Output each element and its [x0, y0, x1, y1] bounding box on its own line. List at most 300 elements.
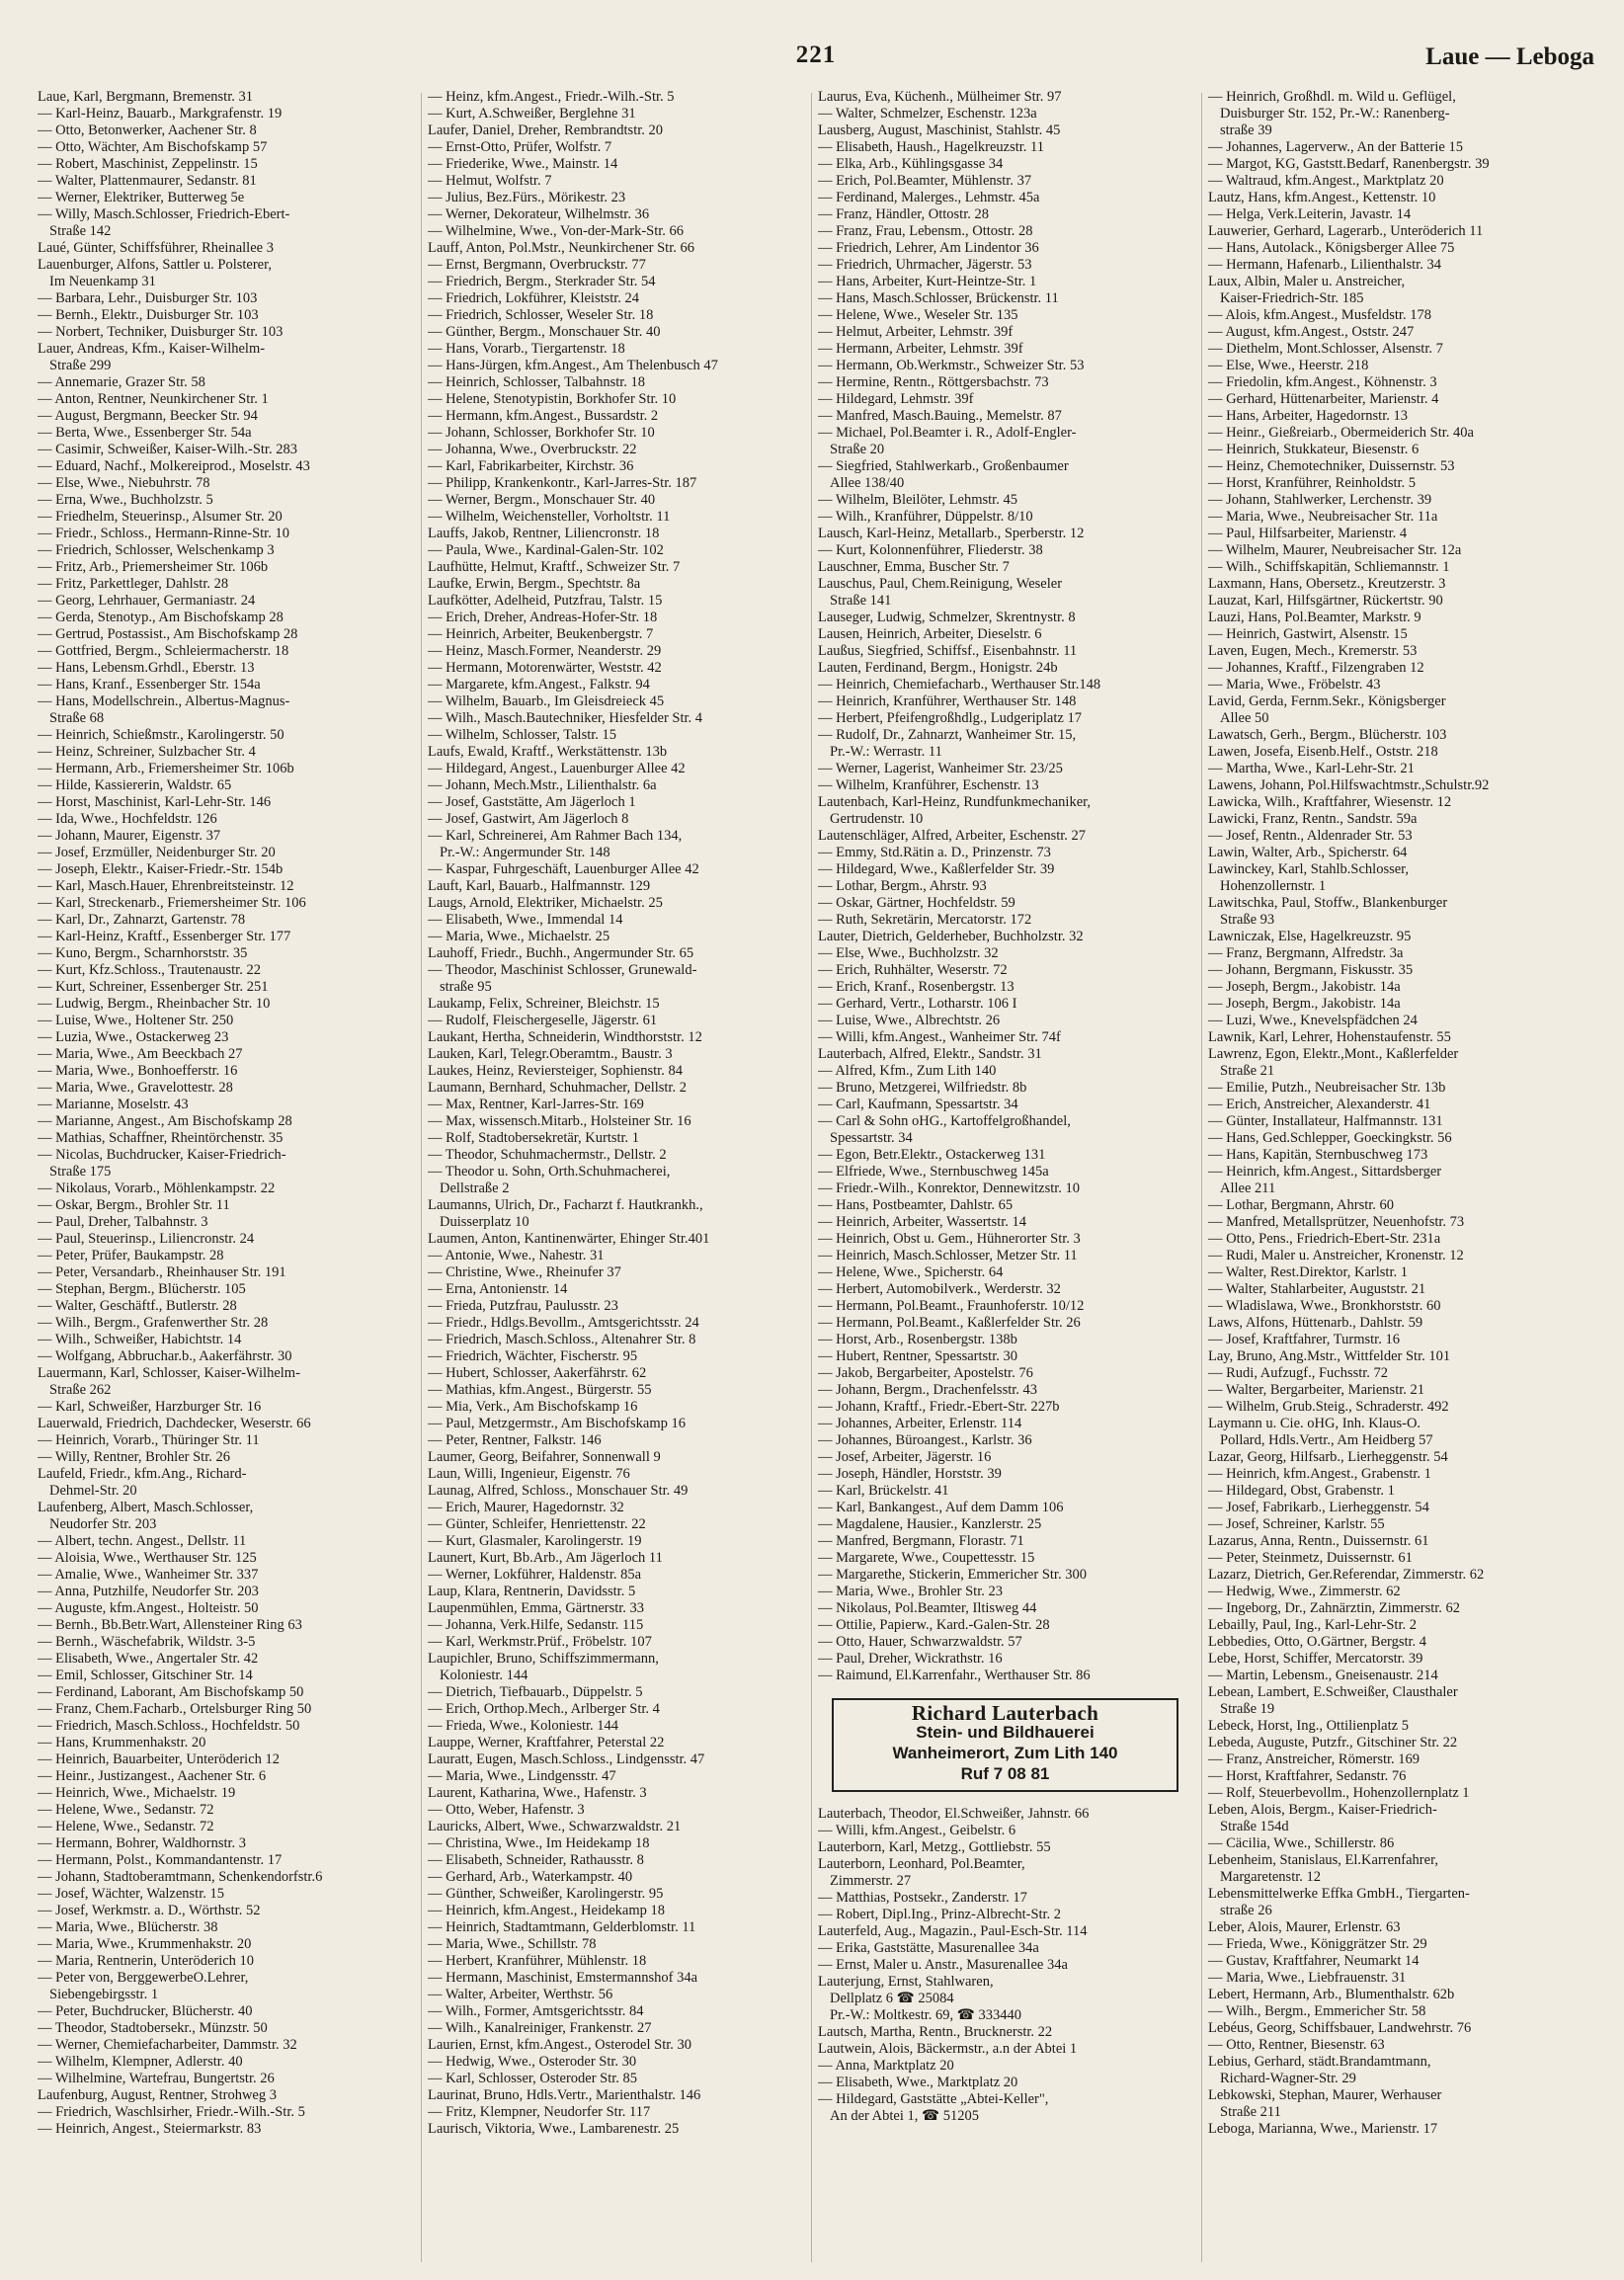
directory-entry: — Wilh., Masch.Bautechniker, Hiesfelder Str. 4	[428, 710, 703, 726]
directory-entry: — Margarethe, Stickerin, Emmericher Str. 300	[818, 1567, 1087, 1583]
directory-entry: — Friedrich, Schlosser, Weseler Str. 18	[428, 307, 654, 323]
directory-entry: — Friederike, Wwe., Mainstr. 14	[428, 156, 618, 172]
directory-entry: — Kaspar, Fuhrgeschäft, Lauenburger Allee 42	[428, 861, 699, 877]
directory-entry: — Wilhelm, Schlosser, Talstr. 15	[428, 727, 617, 743]
directory-entry: Lebean, Lambert, E.Schweißer, Clausthaler	[1208, 1684, 1458, 1700]
directory-entry: — Mathias, kfm.Angest., Bürgerstr. 55	[428, 1382, 652, 1398]
directory-entry: — Hilde, Kassiererin, Waldstr. 65	[38, 777, 232, 793]
directory-entry: — Hans, Kranf., Essenberger Str. 154a	[38, 677, 261, 692]
directory-entry: — Wilh., Former, Amtsgerichtsstr. 84	[428, 2003, 644, 2019]
directory-entry: — Siegfried, Stahlwerkarb., Großenbaumer	[818, 458, 1069, 474]
directory-entry: — Johannes, Kraftf., Filzengraben 12	[1208, 660, 1424, 676]
directory-entry: Laumen, Anton, Kantinenwärter, Ehinger Str.401	[428, 1231, 710, 1247]
directory-entry: Lawitschka, Paul, Stoffw., Blankenburger	[1208, 895, 1448, 911]
directory-entry: Leben, Alois, Bergm., Kaiser-Friedrich-	[1208, 1802, 1437, 1818]
directory-entry: — Rudi, Aufzugf., Fuchsstr. 72	[1208, 1365, 1389, 1381]
directory-entry: Lebailly, Paul, Ing., Karl-Lehr-Str. 2	[1208, 1617, 1417, 1633]
directory-entry: — Wilhelm, Weichensteller, Vorholtstr. 11	[428, 509, 671, 525]
directory-entry: Lautenschläger, Alfred, Arbeiter, Eschenstr. 27	[818, 828, 1087, 844]
directory-entry: Straße 262	[49, 1382, 112, 1398]
directory-entry: Allee 50	[1220, 710, 1269, 726]
directory-entry: Laukant, Hertha, Schneiderin, Windthorststr. 12	[428, 1029, 702, 1045]
directory-entry: — August, Bergmann, Beecker Str. 94	[38, 408, 258, 424]
directory-entry: — Manfred, Masch.Bauing., Memelstr. 87	[818, 408, 1062, 424]
directory-entry: — Kurt, Schreiner, Essenberger Str. 251	[38, 979, 269, 995]
directory-entry: — Karl-Heinz, Kraftf., Essenberger Str. 177	[38, 929, 291, 944]
directory-entry: Gertrudenstr. 10	[830, 811, 924, 827]
directory-entry: Straße 68	[49, 710, 105, 726]
directory-entry: — Maria, Wwe., Gravelottestr. 28	[38, 1080, 233, 1096]
directory-entry: Laufeld, Friedr., kfm.Ang., Richard-	[38, 1466, 247, 1482]
directory-entry: — Hermann, Arbeiter, Lehmstr. 39f	[818, 341, 1023, 357]
directory-entry: Lawinckey, Karl, Stahlb.Schlosser,	[1208, 861, 1410, 877]
directory-entry: Laurisch, Viktoria, Wwe., Lambarenestr. 25	[428, 2121, 680, 2137]
directory-entry: — Max, Rentner, Karl-Jarres-Str. 169	[428, 1097, 644, 1112]
directory-entry: Laufkötter, Adelheid, Putzfrau, Talstr. 15	[428, 593, 663, 609]
directory-entry: — Waltraud, kfm.Angest., Marktplatz 20	[1208, 173, 1444, 189]
directory-entry: — Heinrich, Chemiefacharb., Werthauser Str.148	[818, 677, 1101, 692]
directory-entry: Im Neuenkamp 31	[49, 274, 156, 289]
directory-entry: — Josef, Gaststätte, Am Jägerloch 1	[428, 794, 636, 810]
directory-entry: — Maria, Wwe., Am Beeckbach 27	[38, 1046, 243, 1062]
advert-name: Richard Lauterbach	[911, 1701, 1099, 1725]
directory-entry: — Hans, Arbeiter, Kurt-Heintze-Str. 1	[818, 274, 1037, 289]
directory-entry: — Nikolaus, Vorarb., Möhlenkampstr. 22	[38, 1181, 276, 1196]
directory-entry: Pollard, Hdls.Vertr., Am Heidberg 57	[1220, 1432, 1433, 1448]
directory-entry: Lebéus, Georg, Schiffsbauer, Landwehrstr. 76	[1208, 2020, 1472, 2036]
directory-entry: Laumer, Georg, Beifahrer, Sonnenwall 9	[428, 1449, 661, 1465]
directory-entry: — Friedrich, Uhrmacher, Jägerstr. 53	[818, 257, 1032, 273]
page-header	[38, 41, 1594, 77]
directory-column-3	[818, 89, 1208, 2262]
directory-entry: — Kurt, A.Schweißer, Berglehne 31	[428, 106, 636, 122]
directory-entry: Lauermann, Karl, Schlosser, Kaiser-Wilhelm-	[38, 1365, 300, 1381]
directory-entry: Laufke, Erwin, Bergm., Spechtstr. 8a	[428, 576, 641, 592]
directory-entry: — Marianne, Angest., Am Bischofskamp 28	[38, 1113, 292, 1129]
directory-entry: — Magdalene, Hausier., Kanzlerstr. 25	[818, 1516, 1042, 1532]
directory-entry: — Carl & Sohn oHG., Kartoffelgroßhandel,	[818, 1113, 1071, 1129]
directory-entry: — Friedrich, Lehrer, Am Lindentor 36	[818, 240, 1039, 256]
directory-entry: Lavid, Gerda, Fernm.Sekr., Königsberger	[1208, 693, 1446, 709]
directory-entry: Lawicki, Franz, Rentn., Sandstr. 59a	[1208, 811, 1418, 827]
directory-entry: — Erna, Antonienstr. 14	[428, 1281, 568, 1297]
directory-entry: — Josef, Wächter, Walzenstr. 15	[38, 1886, 224, 1902]
directory-entry: — Elisabeth, Wwe., Angertaler Str. 42	[38, 1651, 259, 1667]
directory-entry: straße 95	[440, 979, 492, 995]
directory-entry: Lebbedies, Otto, O.Gärtner, Bergstr. 4	[1208, 1634, 1427, 1650]
directory-entry: — Josef, Rentn., Aldenrader Str. 53	[1208, 828, 1413, 844]
directory-entry: Laufenburg, August, Rentner, Strohweg 3	[38, 2087, 277, 2103]
directory-entry: Lebe, Horst, Schiffer, Mercatorstr. 39	[1208, 1651, 1423, 1667]
directory-entry: — Paul, Hilfsarbeiter, Marienstr. 4	[1208, 526, 1408, 541]
page-number: 221	[795, 41, 837, 68]
directory-entry: — Egon, Betr.Elektr., Ostackerweg 131	[818, 1147, 1046, 1163]
directory-entry: — Johann, Mech.Mstr., Lilienthalstr. 6a	[428, 777, 657, 793]
directory-entry: Lebeck, Horst, Ing., Ottilienplatz 5	[1208, 1718, 1409, 1734]
directory-entry: Lauken, Karl, Telegr.Oberamtm., Baustr. 3	[428, 1046, 673, 1062]
directory-entry: — Josef, Fabrikarb., Lierheggenstr. 54	[1208, 1500, 1429, 1515]
directory-entry: straße 39	[1220, 122, 1272, 138]
directory-entry: — Hans-Jürgen, kfm.Angest., Am Thelenbusch 47	[428, 358, 718, 373]
directory-entry: — Helene, Wwe., Sedanstr. 72	[38, 1802, 214, 1818]
directory-entry: Lauten, Ferdinand, Bergm., Honigstr. 24b	[818, 660, 1058, 676]
directory-entry: — Wilhelmine, Wwe., Von-der-Mark-Str. 66	[428, 223, 685, 239]
directory-entry: — Wilhelm, Kranführer, Eschenstr. 13	[818, 777, 1039, 793]
directory-entry: — Heinrich, Masch.Schlosser, Metzer Str. 11	[818, 1248, 1078, 1263]
directory-column-2	[428, 89, 818, 2262]
directory-entry: An der Abtei 1, ☎ 51205	[830, 2108, 979, 2124]
directory-entry: — Maria, Wwe., Michaelstr. 25	[428, 929, 610, 944]
directory-entry: Leber, Alois, Maurer, Erlenstr. 63	[1208, 1919, 1401, 1935]
directory-entry: Dellplatz 6 ☎ 25084	[830, 1991, 954, 2006]
directory-entry: — Werner, Lagerist, Wanheimer Str. 23/25	[818, 761, 1063, 776]
directory-entry: — Otto, Wächter, Am Bischofskamp 57	[38, 139, 268, 155]
directory-entry: Lauterfeld, Aug., Magazin., Paul-Esch-Str. 114	[818, 1923, 1088, 1939]
directory-columns	[38, 89, 1598, 2262]
directory-entry: Laxmann, Hans, Obersetz., Kreutzerstr. 3	[1208, 576, 1446, 592]
directory-entry: — Josef, Gastwirt, Am Jägerloch 8	[428, 811, 629, 827]
directory-entry: — Matthias, Postsekr., Zanderstr. 17	[818, 1890, 1027, 1906]
directory-entry: — Heinrich, Arbeiter, Beukenbergstr. 7	[428, 626, 654, 642]
directory-entry: — Hans, Vorarb., Tiergartenstr. 18	[428, 341, 625, 357]
directory-entry: — Anna, Marktplatz 20	[818, 2058, 954, 2074]
directory-entry: — Friedr., Hdlgs.Bevollm., Amtsgerichtsstr. 24	[428, 1315, 699, 1331]
directory-entry: — Gottfried, Bergm., Schleiermacherstr. 18	[38, 643, 289, 659]
directory-entry: — Heinz, Chemotechniker, Duissernstr. 53	[1208, 458, 1455, 474]
directory-entry: Laup, Klara, Rentnerin, Davidsstr. 5	[428, 1584, 636, 1599]
directory-entry: — Karl, Fabrikarbeiter, Kirchstr. 36	[428, 458, 634, 474]
directory-entry: — Herbert, Kranführer, Mühlenstr. 18	[428, 1953, 647, 1969]
directory-entry: — Casimir, Schweißer, Kaiser-Wilh.-Str. 283	[38, 442, 297, 457]
directory-entry: — Lothar, Bergmann, Ahrstr. 60	[1208, 1197, 1395, 1213]
directory-entry: — Heinrich, Stukkateur, Biesenstr. 6	[1208, 442, 1420, 457]
directory-entry: — Werner, Elektriker, Butterweg 5e	[38, 190, 245, 205]
directory-entry: — Joseph, Bergm., Jakobistr. 14a	[1208, 979, 1401, 995]
directory-entry: — Berta, Wwe., Essenberger Str. 54a	[38, 425, 252, 441]
directory-entry: — Johann, Maurer, Eigenstr. 37	[38, 828, 221, 844]
directory-entry: — Else, Wwe., Niebuhrstr. 78	[38, 475, 210, 491]
directory-entry: — Hedwig, Wwe., Osteroder Str. 30	[428, 2054, 637, 2070]
directory-entry: — Otto, Rentner, Biesenstr. 63	[1208, 2037, 1385, 2053]
directory-entry: Lauppe, Werner, Kraftfahrer, Peterstal 22	[428, 1735, 665, 1751]
directory-entry: — Martin, Lebensm., Gneisenaustr. 214	[1208, 1668, 1438, 1683]
directory-entry: — August, kfm.Angest., Oststr. 247	[1208, 324, 1415, 340]
directory-entry: — Martha, Wwe., Karl-Lehr-Str. 21	[1208, 761, 1415, 776]
directory-entry: Launag, Alfred, Schloss., Monschauer Str. 49	[428, 1483, 689, 1499]
directory-entry: Lebenheim, Stanislaus, El.Karrenfahrer,	[1208, 1852, 1438, 1868]
directory-entry: Straße 175	[49, 1164, 112, 1180]
directory-entry: Lautsch, Martha, Rentn., Brucknerstr. 22	[818, 2024, 1053, 2040]
directory-entry: — Theodor, Stadtobersekr., Münzstr. 50	[38, 2020, 268, 2036]
directory-column-4	[1208, 89, 1598, 2262]
directory-entry: — Josef, Kraftfahrer, Turmstr. 16	[1208, 1332, 1400, 1347]
directory-entry: — Raimund, El.Karrenfahr., Werthauser Str. 86	[818, 1668, 1091, 1683]
directory-entry: Koloniestr. 144	[440, 1668, 528, 1683]
directory-entry: — Horst, Kraftfahrer, Sedanstr. 76	[1208, 1768, 1407, 1784]
directory-entry: Lazarz, Dietrich, Ger.Referendar, Zimmerstr. 62	[1208, 1567, 1485, 1583]
directory-entry: — Herbert, Automobilverk., Werderstr. 32	[818, 1281, 1061, 1297]
directory-entry: Laugs, Arnold, Elektriker, Michaelstr. 25	[428, 895, 663, 911]
directory-entry: Pr.-W.: Angermunder Str. 148	[440, 845, 610, 860]
directory-entry: — Friedrich, Waschlsirher, Friedr.-Wilh.-Str. 5	[38, 2104, 305, 2120]
directory-entry: — Günther, Schweißer, Karolingerstr. 95	[428, 1886, 664, 1902]
directory-entry: Laukes, Heinz, Reviersteiger, Sophienstr. 84	[428, 1063, 683, 1079]
directory-entry: — Karl, Schweißer, Harzburger Str. 16	[38, 1399, 262, 1415]
directory-entry: — Hans, Masch.Schlosser, Brückenstr. 11	[818, 290, 1059, 306]
directory-entry: — Heinz, Masch.Former, Neanderstr. 29	[428, 643, 662, 659]
directory-entry: — Theodor, Schuhmachermstr., Dellstr. 2	[428, 1147, 667, 1163]
directory-entry: — Ruth, Sekretärin, Mercatorstr. 172	[818, 912, 1032, 928]
directory-entry: — Philipp, Krankenkontr., Karl-Jarres-Str. 187	[428, 475, 697, 491]
directory-entry: Laurus, Eva, Küchenh., Mülheimer Str. 97	[818, 89, 1062, 105]
directory-entry: — Horst, Maschinist, Karl-Lehr-Str. 146	[38, 794, 272, 810]
directory-entry: — Erich, Kranf., Rosenbergstr. 13	[818, 979, 1015, 995]
directory-entry: — Emil, Schlosser, Gitschiner Str. 14	[38, 1668, 253, 1683]
directory-entry: — Mia, Verk., Am Bischofskamp 16	[428, 1399, 638, 1415]
directory-entry: — Peter, Prüfer, Baukampstr. 28	[38, 1248, 224, 1263]
directory-entry: Duisserplatz 10	[440, 1214, 529, 1230]
directory-entry: — Josef, Erzmüller, Neidenburger Str. 20	[38, 845, 276, 860]
directory-entry: Lauff, Anton, Pol.Mstr., Neunkirchener Str. 66	[428, 240, 694, 256]
directory-entry: — Karl, Bankangest., Auf dem Damm 106	[818, 1500, 1064, 1515]
directory-entry: Laufs, Ewald, Kraftf., Werkstättenstr. 13b	[428, 744, 668, 760]
directory-entry: — Carl, Kaufmann, Spessartstr. 34	[818, 1097, 1018, 1112]
advert-line: Wanheimerort, Zum Lith 140	[892, 1744, 1118, 1762]
directory-entry: Laun, Willi, Ingenieur, Eigenstr. 76	[428, 1466, 630, 1482]
directory-entry: — Wilhelm, Grub.Steig., Schraderstr. 492	[1208, 1399, 1449, 1415]
directory-entry: — Ferdinand, Malerges., Lehmstr. 45a	[818, 190, 1040, 205]
directory-entry: — Hans, Autolack., Königsberger Allee 75	[1208, 240, 1455, 256]
directory-entry: — Helene, Wwe., Spicherstr. 64	[818, 1264, 1004, 1280]
directory-entry: — Frieda, Wwe., Königgrätzer Str. 29	[1208, 1936, 1427, 1952]
directory-entry: — Hans, Kapitän, Sternbuschweg 173	[1208, 1147, 1428, 1163]
directory-entry: Laupenmühlen, Emma, Gärtnerstr. 33	[428, 1600, 645, 1616]
directory-entry: Allee 211	[1220, 1181, 1276, 1196]
directory-entry: Lautz, Hans, kfm.Angest., Kettenstr. 10	[1208, 190, 1436, 205]
directory-entry: Lauter, Dietrich, Gelderheber, Buchholzstr. 32	[818, 929, 1084, 944]
directory-entry: — Johann, Schlosser, Borkhofer Str. 10	[428, 425, 655, 441]
directory-entry: — Bernh., Wäschefabrik, Wildstr. 3-5	[38, 1634, 256, 1650]
advert-line: Ruf 7 08 81	[960, 1764, 1050, 1783]
directory-entry: — Walter, Plattenmaurer, Sedanstr. 81	[38, 173, 257, 189]
directory-entry: — Hedwig, Wwe., Zimmerstr. 62	[1208, 1584, 1401, 1599]
directory-entry: — Karl, Masch.Hauer, Ehrenbreitsteinstr. 12	[38, 878, 294, 894]
directory-entry: — Erich, Ruhhälter, Weserstr. 72	[818, 962, 1008, 978]
directory-entry: — Hans, Arbeiter, Hagedornstr. 13	[1208, 408, 1408, 424]
directory-entry: — Johanna, Wwe., Overbruckstr. 22	[428, 442, 637, 457]
directory-entry: — Ernst, Maler u. Anstr., Masurenallee 34a	[818, 1957, 1068, 1973]
directory-entry: — Werner, Lokführer, Haldenstr. 85a	[428, 1567, 642, 1583]
advertisement-box	[832, 1698, 1178, 1792]
directory-entry: Straße 93	[1220, 912, 1275, 928]
directory-entry: — Hermann, Pol.Beamt., Kaßlerfelder Str. 26	[818, 1315, 1081, 1331]
directory-entry: — Heinrich, Kranführer, Werthauser Str. 148	[818, 693, 1077, 709]
directory-entry: — Peter, Steinmetz, Duissernstr. 61	[1208, 1550, 1413, 1566]
directory-entry: — Franz, Frau, Lebensm., Ottostr. 28	[818, 223, 1033, 239]
directory-entry: — Maria, Wwe., Bonhoefferstr. 16	[38, 1063, 238, 1079]
directory-entry: — Rudi, Maler u. Anstreicher, Kronenstr. 12	[1208, 1248, 1464, 1263]
directory-entry: — Johann, Stahlwerker, Lerchenstr. 39	[1208, 492, 1432, 508]
directory-entry: — Ernst-Otto, Prüfer, Wolfstr. 7	[428, 139, 612, 155]
directory-entry: — Erich, Dreher, Andreas-Hofer-Str. 18	[428, 610, 658, 625]
directory-entry: — Josef, Schreiner, Karlstr. 55	[1208, 1516, 1385, 1532]
directory-entry: Laurien, Ernst, kfm.Angest., Osterodel Str. 30	[428, 2037, 691, 2053]
directory-entry: — Johannes, Arbeiter, Erlenstr. 114	[818, 1416, 1022, 1431]
directory-entry: — Nikolaus, Pol.Beamter, Iltisweg 44	[818, 1600, 1037, 1616]
directory-entry: Hohenzollernstr. 1	[1220, 878, 1327, 894]
directory-entry: — Heinz, Schreiner, Sulzbacher Str. 4	[38, 744, 256, 760]
directory-entry: — Frieda, Putzfrau, Paulusstr. 23	[428, 1298, 618, 1314]
directory-entry: — Auguste, kfm.Angest., Holteistr. 50	[38, 1600, 259, 1616]
directory-entry: — Kurt, Kfz.Schloss., Trautenaustr. 22	[38, 962, 261, 978]
directory-entry: — Wilhelm, Bleilöter, Lehmstr. 45	[818, 492, 1017, 508]
directory-entry: — Elisabeth, Wwe., Marktplatz 20	[818, 2075, 1018, 2090]
directory-entry: — Heinrich, Wwe., Michaelstr. 19	[38, 1785, 236, 1801]
directory-entry: — Wladislawa, Wwe., Bronkhorststr. 60	[1208, 1298, 1441, 1314]
directory-entry: — Ernst, Bergmann, Overbruckstr. 77	[428, 257, 646, 273]
directory-entry: Laufhütte, Helmut, Kraftf., Schweizer Str. 7	[428, 559, 681, 575]
directory-entry: — Joseph, Händler, Horststr. 39	[818, 1466, 1002, 1482]
directory-entry: — Erich, Orthop.Mech., Arlberger Str. 4	[428, 1701, 660, 1717]
directory-entry: — Herbert, Pfeifengroßhdlg., Ludgeriplatz 17	[818, 710, 1082, 726]
directory-entry: — Willy, Masch.Schlosser, Friedrich-Ebert-	[38, 206, 290, 222]
directory-entry: Laurent, Katharina, Wwe., Hafenstr. 3	[428, 1785, 647, 1801]
directory-entry: Lautwein, Alois, Bäckermstr., a.n der Abtei 1	[818, 2041, 1078, 2057]
directory-entry: Straße 154d	[1220, 1819, 1289, 1834]
directory-entry: — Karl, Schlosser, Osteroder Str. 85	[428, 2071, 638, 2086]
directory-entry: — Alois, kfm.Angest., Musfeldstr. 178	[1208, 307, 1431, 323]
directory-entry: Lawin, Walter, Arb., Spicherstr. 64	[1208, 845, 1408, 860]
directory-entry: — Heinz, kfm.Angest., Friedr.-Wilh.-Str. 5	[428, 89, 675, 105]
directory-entry: — Fritz, Klempner, Neudorfer Str. 117	[428, 2104, 651, 2120]
directory-entry: Kaiser-Friedrich-Str. 185	[1220, 290, 1364, 306]
directory-entry: — Karl, Schreinerei, Am Rahmer Bach 134,	[428, 828, 683, 844]
column-divider	[811, 93, 812, 2262]
directory-entry: — Amalie, Wwe., Wanheimer Str. 337	[38, 1567, 259, 1583]
directory-entry: — Julius, Bez.Fürs., Mörikestr. 23	[428, 190, 626, 205]
directory-entry: — Gerhard, Vertr., Lotharstr. 106 I	[818, 996, 1017, 1012]
directory-entry: — Annemarie, Grazer Str. 58	[38, 374, 205, 390]
directory-entry: Lawicka, Wilh., Kraftfahrer, Wiesenstr. 12	[1208, 794, 1452, 810]
directory-entry: — Peter von, BerggewerbeO.Lehrer,	[38, 1970, 249, 1986]
directory-entry: Lazarus, Anna, Rentn., Duissernstr. 61	[1208, 1533, 1429, 1549]
directory-entry: — Erich, Anstreicher, Alexanderstr. 41	[1208, 1097, 1431, 1112]
directory-entry: Launert, Kurt, Bb.Arb., Am Jägerloch 11	[428, 1550, 663, 1566]
directory-entry: Pr.-W.: Werrastr. 11	[830, 744, 942, 760]
directory-entry: Lawrenz, Egon, Elektr.,Mont., Kaßlerfelder	[1208, 1046, 1459, 1062]
directory-entry: Lawen, Josefa, Eisenb.Helf., Oststr. 218	[1208, 744, 1438, 760]
directory-entry: — Christina, Wwe., Im Heidekamp 18	[428, 1835, 650, 1851]
directory-entry: — Heinrich, Schlosser, Talbahnstr. 18	[428, 374, 646, 390]
directory-entry: Laukamp, Felix, Schreiner, Bleichstr. 15	[428, 996, 660, 1012]
directory-entry: — Gustav, Kraftfahrer, Neumarkt 14	[1208, 1953, 1420, 1969]
directory-entry: — Hans, Postbeamter, Dahlstr. 65	[818, 1197, 1014, 1213]
directory-entry: Lauft, Karl, Bauarb., Halfmannstr. 129	[428, 878, 651, 894]
directory-entry: — Hildegard, Lehmstr. 39f	[818, 391, 974, 407]
directory-entry: Allee 138/40	[830, 475, 905, 491]
directory-entry: — Hildegard, Wwe., Kaßlerfelder Str. 39	[818, 861, 1055, 877]
directory-entry: — Otto, Hauer, Schwarzwaldstr. 57	[818, 1634, 1022, 1650]
directory-entry: — Elfriede, Wwe., Sternbuschweg 145a	[818, 1164, 1049, 1180]
directory-entry: — Theodor u. Sohn, Orth.Schuhmacherei,	[428, 1164, 671, 1180]
directory-entry: Lawens, Johann, Pol.Hilfswachtmstr.,Schulstr.92	[1208, 777, 1490, 793]
directory-entry: — Emmy, Std.Rätin a. D., Prinzenstr. 73	[818, 845, 1051, 860]
directory-entry: Lauzi, Hans, Pol.Beamter, Markstr. 9	[1208, 610, 1421, 625]
directory-entry: Straße 21	[1220, 1063, 1275, 1079]
directory-entry: — Günther, Bergm., Monschauer Str. 40	[428, 324, 661, 340]
directory-entry: — Karl, Dr., Zahnarzt, Gartenstr. 78	[38, 912, 246, 928]
directory-entry: Lauschner, Emma, Buscher Str. 7	[818, 559, 1010, 575]
directory-entry: Lauhoff, Friedr., Buchh., Angermunder Str. 65	[428, 945, 694, 961]
directory-entry: Laufenberg, Albert, Masch.Schlosser,	[38, 1500, 254, 1515]
directory-entry: Lauterbach, Alfred, Elektr., Sandstr. 31	[818, 1046, 1042, 1062]
directory-entry: — Margot, KG, Gaststt.Bedarf, Ranenbergstr. 39	[1208, 156, 1490, 172]
directory-entry: — Frieda, Wwe., Koloniestr. 144	[428, 1718, 619, 1734]
directory-entry: — Heinrich, Vorarb., Thüringer Str. 11	[38, 1432, 260, 1448]
directory-entry: Dellstraße 2	[440, 1181, 510, 1196]
directory-entry: — Luise, Wwe., Holtener Str. 250	[38, 1013, 234, 1028]
directory-entry: — Albert, techn. Angest., Dellstr. 11	[38, 1533, 247, 1549]
directory-entry: — Margarete, kfm.Angest., Falkstr. 94	[428, 677, 650, 692]
directory-entry: — Friedrich, Bergm., Sterkrader Str. 54	[428, 274, 656, 289]
directory-entry: Laupichler, Bruno, Schiffszimmermann,	[428, 1651, 659, 1667]
directory-entry: — Hermann, kfm.Angest., Bussardstr. 2	[428, 408, 659, 424]
directory-entry: — Rudolf, Dr., Zahnarzt, Wanheimer Str. 15,	[818, 727, 1077, 743]
directory-entry: — Wilhelm, Bauarb., Im Gleisdreieck 45	[428, 693, 665, 709]
directory-entry: — Kuno, Bergm., Scharnhorststr. 35	[38, 945, 248, 961]
directory-entry: — Walter, Rest.Direktor, Karlstr. 1	[1208, 1264, 1408, 1280]
directory-entry: — Hermann, Maschinist, Emstermannshof 34a	[428, 1970, 698, 1986]
directory-entry: — Maria, Wwe., Krummenhakstr. 20	[38, 1936, 252, 1952]
directory-entry: — Walter, Schmelzer, Eschenstr. 123a	[818, 106, 1037, 122]
directory-entry: — Hildegard, Angest., Lauenburger Allee 42	[428, 761, 686, 776]
directory-entry: — Hans, Lebensm.Grhdl., Eberstr. 13	[38, 660, 255, 676]
directory-entry: Lawniczak, Else, Hagelkreuzstr. 95	[1208, 929, 1412, 944]
directory-entry: — Heinrich, Angest., Steiermarkstr. 83	[38, 2121, 262, 2137]
directory-entry: — Bernh., Bb.Betr.Wart, Allensteiner Ring 63	[38, 1617, 302, 1633]
directory-entry: — Willy, Rentner, Brohler Str. 26	[38, 1449, 230, 1465]
directory-entry: — Josef, Werkmstr. a. D., Wörthstr. 52	[38, 1903, 261, 1918]
directory-entry: — Friedolin, kfm.Angest., Köhnenstr. 3	[1208, 374, 1437, 390]
directory-entry: Neudorfer Str. 203	[49, 1516, 157, 1532]
directory-entry: — Peter, Buchdrucker, Blücherstr. 40	[38, 2003, 253, 2019]
directory-entry: — Paul, Metzgermstr., Am Bischofskamp 16	[428, 1416, 686, 1431]
directory-entry: — Friedhelm, Steuerinsp., Alsumer Str. 20	[38, 509, 283, 525]
column-divider	[1201, 93, 1202, 2262]
directory-entry: — Else, Wwe., Buchholzstr. 32	[818, 945, 999, 961]
directory-entry: Lebensmittelwerke Effka GmbH., Tiergarten-	[1208, 1886, 1470, 1902]
directory-entry: Dehmel-Str. 20	[49, 1483, 137, 1499]
directory-entry: — Lothar, Bergm., Ahrstr. 93	[818, 878, 987, 894]
directory-entry: Laumanns, Ulrich, Dr., Facharzt f. Hautkrankh.,	[428, 1197, 703, 1213]
directory-entry: — Maria, Wwe., Neubreisacher Str. 11a	[1208, 509, 1438, 525]
directory-entry: Laumann, Bernhard, Schuhmacher, Dellstr. 2	[428, 1080, 687, 1096]
directory-entry: — Helene, Stenotypistin, Borkhofer Str. 10	[428, 391, 677, 407]
directory-entry: — Manfred, Bergmann, Florastr. 71	[818, 1533, 1024, 1549]
directory-entry: — Erich, Pol.Beamter, Mühlenstr. 37	[818, 173, 1032, 189]
directory-entry: — Otto, Weber, Hafenstr. 3	[428, 1802, 585, 1818]
directory-entry: Straße 19	[1220, 1701, 1275, 1717]
directory-entry: Straße 20	[830, 442, 885, 457]
directory-entry: — Nicolas, Buchdrucker, Kaiser-Friedrich-	[38, 1147, 286, 1163]
directory-entry: — Helmut, Arbeiter, Lehmstr. 39f	[818, 324, 1014, 340]
directory-entry: — Wilh., Schiffskapitän, Schliemannstr. 1	[1208, 559, 1450, 575]
directory-entry: — Jakob, Bergarbeiter, Apostelstr. 76	[818, 1365, 1033, 1381]
directory-entry: Lauzat, Karl, Hilfsgärtner, Rückertstr. 90	[1208, 593, 1443, 609]
directory-entry: — Günter, Schleifer, Henriettenstr. 22	[428, 1516, 646, 1532]
directory-entry: Lazar, Georg, Hilfsarb., Lierheggenstr. 54	[1208, 1449, 1448, 1465]
directory-entry: — Heinrich, Bauarbeiter, Unteröderich 12	[38, 1751, 281, 1767]
